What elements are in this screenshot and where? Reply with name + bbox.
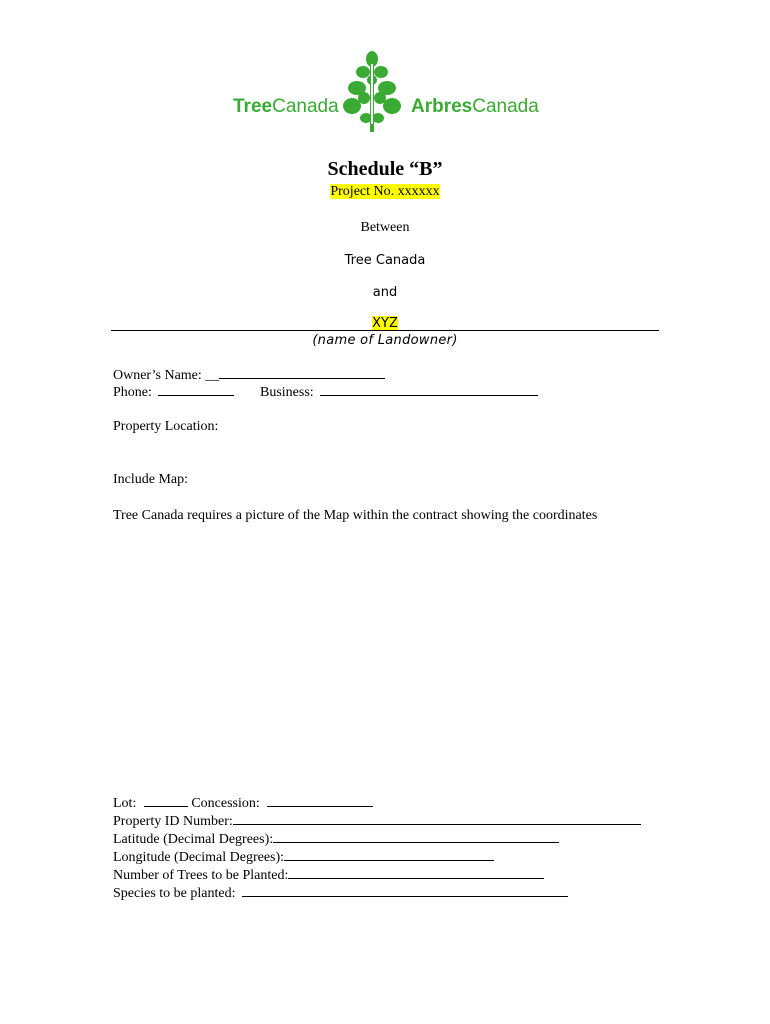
logo-text-english [233,96,339,118]
phone-field [113,383,234,401]
lot-concession-field [113,794,373,812]
species-blank [242,884,568,897]
between-label: Between [360,220,410,235]
phone-blank [158,383,234,396]
property-id-blank [233,812,641,825]
concession-blank [267,794,373,807]
document-title: Schedule “B” [327,158,443,180]
property-id-label: Property ID Number: [113,814,233,829]
longitude-field [113,848,494,866]
trees-count-field [113,866,544,884]
map-note: Tree Canada requires a picture of the Map within the contract showing the coordinates [113,508,598,523]
business-field [260,383,538,401]
landowner-caption: (name of Landowner) [312,333,458,348]
latitude-label: Latitude (Decimal Degrees): [113,832,274,847]
business-blank [320,383,538,396]
concession-label: Concession: [191,796,260,811]
logo-text-tree: Tree [233,96,273,117]
maple-tree-icon [342,50,402,134]
include-map-label: Include Map: [113,472,189,487]
owners-name-blank [219,366,385,379]
party-two-line [0,316,770,331]
trees-count-blank [288,866,544,879]
party-one: Tree Canada [344,253,426,268]
lot-blank [144,794,188,807]
latitude-field [113,830,559,848]
property-location-label: Property Location: [113,419,219,434]
species-label: Species to be planted: [113,886,236,901]
business-label: Business: [260,385,314,400]
logo-text-arbres: Arbres [411,96,473,117]
owners-name-field [113,366,385,384]
logo-text-canada-fr: Canada [472,96,539,117]
species-field [113,884,568,902]
lot-label: Lot: [113,796,137,811]
owners-name-label: Owner’s Name: __ [113,368,220,383]
logo-text-french [411,96,539,118]
phone-label: Phone: [113,385,152,400]
project-number: Project No. xxxxxx [330,184,440,199]
longitude-label: Longitude (Decimal Degrees): [113,850,285,865]
project-number-line [0,184,770,200]
trees-count-label: Number of Trees to be Planted: [113,868,289,883]
longitude-blank [284,848,494,861]
logo-text-canada: Canada [272,96,339,117]
property-id-field [113,812,641,830]
and-label: and [372,285,398,300]
latitude-blank [273,830,559,843]
landowner-rule [111,330,659,331]
party-two: XYZ [372,316,398,331]
